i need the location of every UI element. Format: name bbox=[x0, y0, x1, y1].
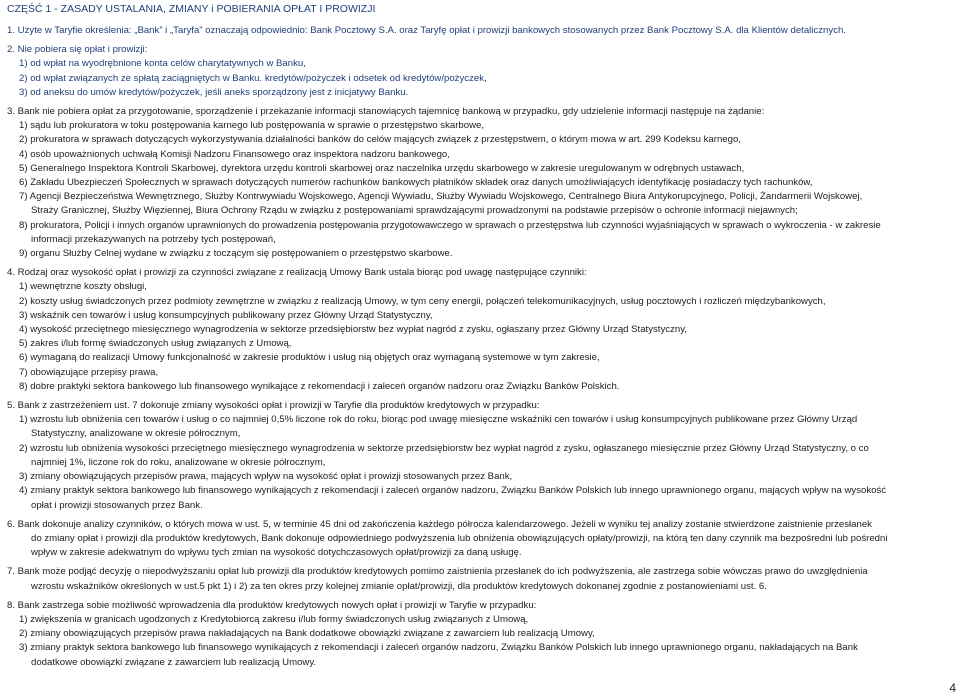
paragraph-lead-line: 8. Bank zastrzega sobie możliwość wprowadzenia dla produktów kredytowych nowych opłat i prowizji w Taryfie w przypadku: bbox=[7, 599, 537, 611]
paragraph-line: 5) Generalnego Inspektora Kontroli Skarbowej, dyrektora urzędu kontroli skarbowej oraz naczelnika urzędu skarbowego w zakresie uregulowanym w odrębnych ustawach, bbox=[19, 162, 745, 174]
section-heading: CZĘŚĆ 1 - ZASADY USTALANIA, ZMIANY i POBIERANIA OPŁAT I PROWIZJI bbox=[7, 3, 376, 15]
paragraph-lead-line: 6. Bank dokonuje analizy czynników, o których mowa w ust. 5, w terminie 45 dni od zakończenia każdego półrocza kalendarzowego. Jeżeli w wyniku tej analizy zostanie stwierdzone zaistnienie przesłanek bbox=[7, 518, 872, 530]
paragraph-line: 3) zmiany obowiązujących przepisów prawa, mających wpływ na wysokość opłat i prowizji stosowanych przez Bank, bbox=[19, 471, 513, 483]
paragraph-line: 3) zmiany praktyk sektora bankowego lub finansowego wynikających z rekomendacji i zaleceń organów nadzoru, Związku Banków Polskich lub innego uprawnionego organu, nakładających na Bank bbox=[19, 642, 858, 654]
paragraph-lead-line: 3. Bank nie pobiera opłat za przygotowanie, sporządzenie i przekazanie informacji stanowiących tajemnicę bankową w przypadku, gdy udzielenie informacji następuje na żądanie: bbox=[7, 106, 765, 118]
paragraph-line: 6) Zakładu Ubezpieczeń Społecznych w sprawach dotyczących numerów rachunków bankowych płatników składek oraz danych umożliwiających identyfikację posiadaczy tych rachunków, bbox=[19, 177, 813, 189]
paragraph-2 bbox=[7, 43, 953, 100]
page-number: 4 bbox=[949, 681, 956, 695]
paragraph-1 bbox=[7, 24, 953, 38]
paragraph-5 bbox=[7, 399, 953, 513]
paragraph-line: 8) prokuratora, Policji i innych organów uprawnionych do prowadzenia postępowania przygotowawczego w sprawach o przestępstwa lub czynności wyjaśniających w sprawach o wykroczenia - w zakresie bbox=[19, 219, 881, 231]
paragraph-lead-line: 4. Rodzaj oraz wysokość opłat i prowizji za czynności związane z realizacją Umowy Bank ustala biorąc pod uwagę następujące czynniki: bbox=[7, 267, 587, 279]
paragraph-line: 7) Agencji Bezpieczeństwa Wewnętrznego, Służby Kontrwywiadu Wojskowego, Agencji Wywiadu, Służby Wywiadu Wojskowego, Centralnego Biura Antykorupcyjnego, Policji, Żandarmerii Wojskowej, bbox=[19, 191, 863, 203]
paragraph-line: opłat i prowizji stosowanych przez Bank. bbox=[31, 499, 203, 511]
paragraph-line: 1) od wpłat na wyodrębnione konta celów charytatywnych w Banku, bbox=[19, 58, 306, 70]
paragraph-line: 2) koszty usług świadczonych przez podmioty zewnętrzne w związku z realizacją Umowy, w tym ceny energii, połączeń telekomunikacyjnych, usług pocztowych i rozliczeń międzybankowych, bbox=[19, 295, 826, 307]
paragraph-line: 1) sądu lub prokuratora w toku postępowania karnego lub postępowania w sprawie o przestępstwo skarbowe, bbox=[19, 120, 485, 132]
paragraph-line: 6) wymaganą do realizacji Umowy funkcjonalność w zakresie produktów i usług nią objętych oraz wymaganą systemowe w tym zakresie, bbox=[19, 352, 600, 364]
paragraph-line: 2) od wpłat związanych ze spłatą zaciągniętych w Banku. kredytów/pożyczek i odsetek od kredytów/pożyczek, bbox=[19, 72, 487, 84]
paragraph-line: 4) zmiany praktyk sektora bankowego lub finansowego wynikających z rekomendacji i zaleceń organów nadzoru, Związku Banków Polskich lub innego uprawnionego organu, mających wpływ na wysokość bbox=[19, 485, 887, 497]
document-body bbox=[7, 24, 953, 670]
paragraph-7 bbox=[7, 565, 953, 593]
paragraph-line: 8) dobre praktyki sektora bankowego lub finansowego wynikające z rekomendacji i zaleceń organów nadzoru oraz Związku Banków Polskich. bbox=[19, 380, 620, 392]
paragraph-line: 4) wysokość przeciętnego miesięcznego wynagrodzenia w sektorze przedsiębiorstw bez wypłat nagród z zysku, ogłaszany przez Główny Urząd Statystyczny, bbox=[19, 324, 687, 336]
paragraph-lead-line: 2. Nie pobiera się opłat i prowizji: bbox=[7, 44, 148, 56]
paragraph-line: 1) wewnętrzne koszty obsługi, bbox=[19, 281, 147, 293]
paragraph-line: 4) osób upoważnionych uchwałą Komisji Nadzoru Finansowego oraz inspektora nadzoru bankowego, bbox=[19, 148, 450, 160]
paragraph-line: 7) obowiązujące przepisy prawa, bbox=[19, 366, 159, 378]
paragraph-line: do zmiany opłat i prowizji dla produktów kredytowych, Bank dokonuje odpowiedniego podwyższenia lub obniżenia obowiązujących opłaty/prowizji, na którą ten dany czynnik ma bezpośredni lub pośredni bbox=[31, 532, 888, 544]
paragraph-line: najmniej 1%, liczone rok do roku, analizowane w okresie półrocznym, bbox=[31, 456, 326, 468]
paragraph-line: wpływ w zakresie adekwatnym do wpływu tych zmian na wysokość dotychczasowych opłat/prowizji za daną usługę. bbox=[31, 547, 522, 559]
document-page bbox=[7, 0, 953, 670]
paragraph-line: informacji przekazywanych na potrzeby tych postępowań, bbox=[31, 233, 276, 245]
paragraph-4 bbox=[7, 266, 953, 394]
paragraph-3 bbox=[7, 105, 953, 261]
paragraph-line: 2) zmiany obowiązujących przepisów prawa nakładających na Bank dodatkowe obowiązki związane z zawarciem lub realizacją Umowy, bbox=[19, 628, 595, 640]
paragraph-line: 3) od aneksu do umów kredytów/pożyczek, jeśli aneks sporządzony jest z inicjatywy Banku. bbox=[19, 86, 409, 98]
paragraph-line: 1) wzrostu lub obniżenia cen towarów i usług o co najmniej 0,5% liczone rok do roku, biorąc pod uwagę miesięczne wskaźniki cen towarów i usług konsumpcyjnych publikowane przez Główny Urząd bbox=[19, 414, 858, 426]
paragraph-line: 5) zakres i/lub formę świadczonych usług związanych z Umową, bbox=[19, 338, 292, 350]
paragraph-line: 2) wzrostu lub obniżenia wysokości przeciętnego miesięcznego wynagrodzenia w sektorze przedsiębiorstw bez wypłat nagród z zysku, ogłaszanego miesięcznie przez Główny Urząd Statystyczny, o co bbox=[19, 442, 869, 454]
paragraph-line: 3) wskaźnik cen towarów i usług konsumpcyjnych publikowany przez Główny Urząd Statystyczny, bbox=[19, 309, 433, 321]
paragraph-line: 2) prokuratora w sprawach dotyczących wykorzystywania działalności banków do celów mających związek z przestępstwem, o którym mowa w art. 299 Kodeksu karnego, bbox=[19, 134, 741, 146]
paragraph-8 bbox=[7, 599, 953, 670]
paragraph-6 bbox=[7, 518, 953, 561]
paragraph-line: dodatkowe obowiązki związane z zawarciem lub realizacją Umowy. bbox=[31, 656, 317, 668]
paragraph-line: Straży Granicznej, Służby Więziennej, Biura Ochrony Rządu w związku z postępowaniami sprawdzającymi prowadzonymi na podstawie przepisów o ochronie informacji niejawnych; bbox=[31, 205, 798, 217]
paragraph-line: 9) organu Służby Celnej wydane w związku z toczącym się postępowaniem o przestępstwo skarbowe. bbox=[19, 248, 453, 260]
paragraph-line: 1) zwiększenia w granicach ugodzonych z Kredytobiorcą zakresu i/lub formy świadczonych usług związanych z Umową, bbox=[19, 613, 529, 625]
paragraph-line: wzrostu wskaźników określonych w ust.5 pkt 1) i 2) za ten okres przy kolejnej zmianie opłat/prowizji, dla produktów kredytowych dokonanej zgodnie z postanowieniami ust. 6. bbox=[31, 580, 767, 592]
paragraph-line: Statystyczny, analizowane w okresie półrocznym, bbox=[31, 428, 241, 440]
paragraph-lead-line: 1. Użyte w Taryfie określenia: „Bank” i „Taryfa” oznaczają odpowiednio: Bank Pocztowy S.A. oraz Taryfę opłat i prowizji bankowych stosowanych przez Bank Pocztowy S.A. dla Klientów detalicznych. bbox=[7, 25, 846, 36]
paragraph-lead-line: 7. Bank może podjąć decyzję o niepodwyższaniu opłat lub prowizji dla produktów kredytowych pomimo zaistnienia przesłanek do ich podwyższenia, ale zastrzega sobie wówczas prawo do uwzględnienia bbox=[7, 566, 868, 578]
paragraph-lead-line: 5. Bank z zastrzeżeniem ust. 7 dokonuje zmiany wysokości opłat i prowizji w Taryfie dla produktów kredytowych w przypadku: bbox=[7, 400, 540, 412]
